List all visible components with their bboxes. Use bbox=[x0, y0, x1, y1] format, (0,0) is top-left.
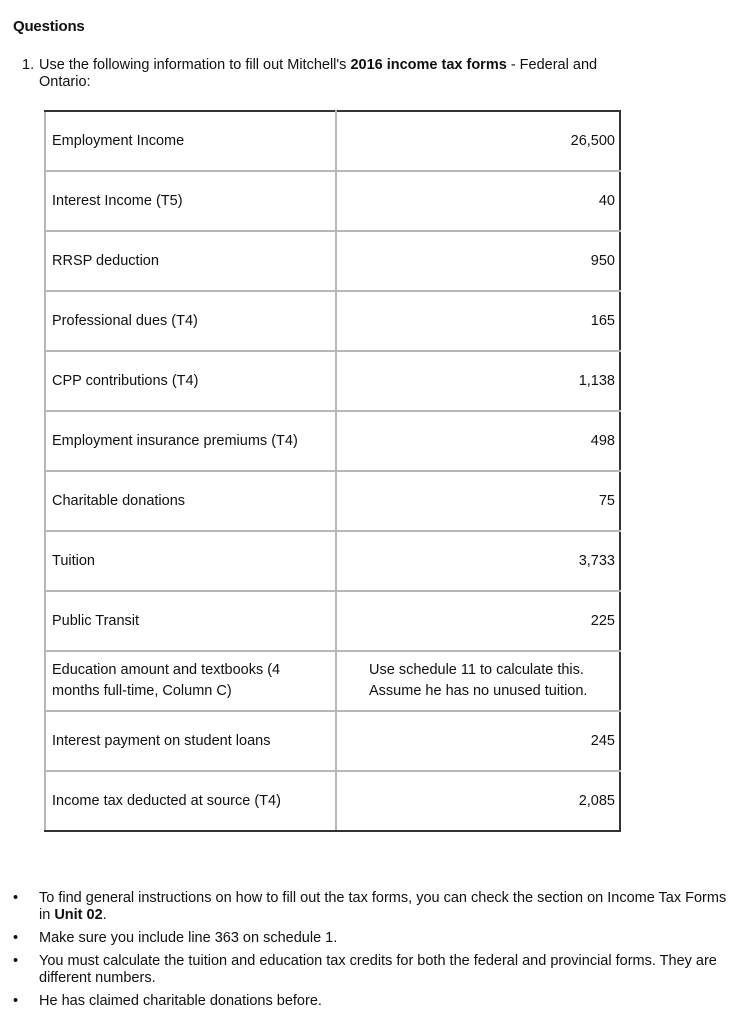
question-1 bbox=[22, 57, 642, 91]
row-label: Employment insurance premiums (T4) bbox=[45, 411, 336, 471]
instruction-text: He has claimed charitable donations before. bbox=[39, 993, 322, 1009]
row-value: 3,733 bbox=[336, 531, 620, 591]
instruction-item bbox=[0, 953, 740, 987]
row-value: 245 bbox=[336, 711, 620, 771]
row-note: Use schedule 11 to calculate this. Assume he has no unused tuition. bbox=[336, 651, 620, 711]
question-text bbox=[39, 57, 642, 91]
instruction-item bbox=[0, 930, 740, 947]
row-label: Charitable donations bbox=[45, 471, 336, 531]
table-row bbox=[45, 651, 620, 711]
instruction-item bbox=[0, 890, 740, 924]
question-number: 1. bbox=[22, 57, 35, 73]
row-label: Income tax deducted at source (T4) bbox=[45, 771, 336, 831]
instruction-text: You must calculate the tuition and education tax credits for both the federal and provincial forms. They are different numbers. bbox=[39, 953, 717, 986]
row-value: 498 bbox=[336, 411, 620, 471]
bullet-dot: • bbox=[13, 890, 19, 906]
instruction-text-after: . bbox=[102, 907, 107, 923]
instruction-text: Make sure you include line 363 on schedule 1. bbox=[39, 930, 338, 946]
row-value: 225 bbox=[336, 591, 620, 651]
table-row bbox=[45, 171, 620, 231]
instruction-bold: Unit 02 bbox=[54, 907, 103, 923]
row-value: 26,500 bbox=[336, 111, 620, 171]
tax-info-table bbox=[44, 110, 621, 832]
row-label: Professional dues (T4) bbox=[45, 291, 336, 351]
table-row bbox=[45, 531, 620, 591]
row-value: 2,085 bbox=[336, 771, 620, 831]
table-row bbox=[45, 111, 620, 171]
bullet-dot: • bbox=[13, 993, 19, 1009]
bullet-dot: • bbox=[13, 953, 19, 969]
table-row bbox=[45, 231, 620, 291]
table-row bbox=[45, 471, 620, 531]
table-row bbox=[45, 771, 620, 831]
table-row bbox=[45, 291, 620, 351]
row-label: RRSP deduction bbox=[45, 231, 336, 291]
question-text-before: Use the following information to fill out Mitchell's bbox=[39, 57, 351, 73]
table-row bbox=[45, 711, 620, 771]
instruction-item bbox=[0, 993, 740, 1010]
question-text-bold: 2016 income tax forms bbox=[350, 57, 507, 73]
page-heading: Questions bbox=[13, 18, 85, 35]
bullet-dot: • bbox=[13, 930, 19, 946]
row-value: 1,138 bbox=[336, 351, 620, 411]
row-label: Tuition bbox=[45, 531, 336, 591]
row-label: Education amount and textbooks (4 months full-time, Column C) bbox=[45, 651, 336, 711]
row-value: 75 bbox=[336, 471, 620, 531]
question-text-after: - Federal and Ontario: bbox=[39, 57, 598, 90]
row-value: 165 bbox=[336, 291, 620, 351]
row-label: CPP contributions (T4) bbox=[45, 351, 336, 411]
row-value: 950 bbox=[336, 231, 620, 291]
row-label: Interest Income (T5) bbox=[45, 171, 336, 231]
row-label: Employment Income bbox=[45, 111, 336, 171]
table-row bbox=[45, 351, 620, 411]
row-label: Interest payment on student loans bbox=[45, 711, 336, 771]
instruction-list bbox=[0, 890, 740, 1016]
table-row bbox=[45, 591, 620, 651]
row-label: Public Transit bbox=[45, 591, 336, 651]
instruction-text: To find general instructions on how to fill out the tax forms, you can check the section on Income Tax Forms in bbox=[39, 890, 727, 923]
table-row bbox=[45, 411, 620, 471]
row-value: 40 bbox=[336, 171, 620, 231]
